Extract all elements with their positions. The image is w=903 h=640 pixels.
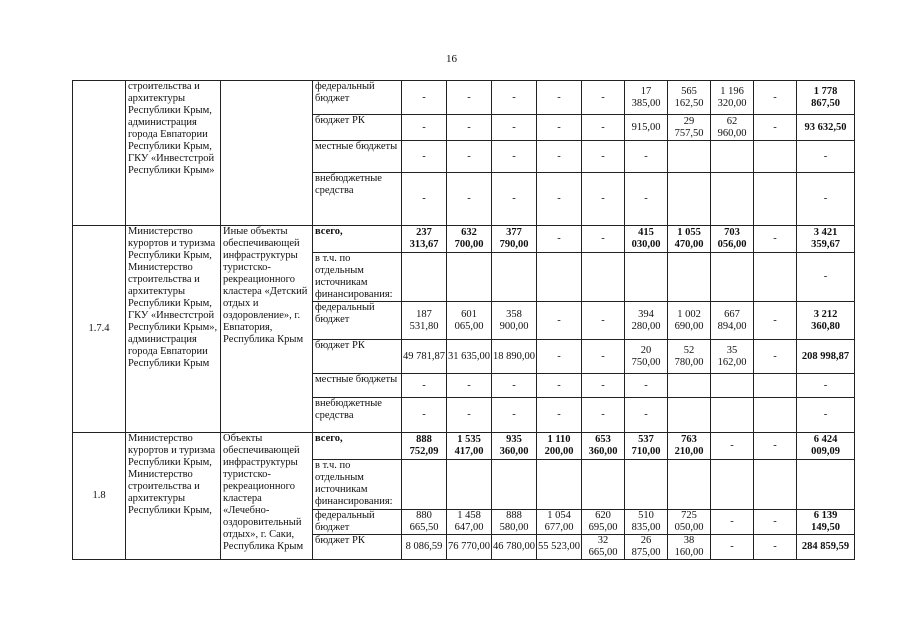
table-cell: - bbox=[582, 226, 625, 253]
table-cell: 1 110 200,00 bbox=[537, 433, 582, 460]
table-cell: - bbox=[711, 510, 754, 535]
table-cell: - bbox=[582, 115, 625, 141]
table-cell: 32 665,00 bbox=[582, 535, 625, 560]
table-cell: Министерство курортов и туризма Республики Крым, Министерство строительства и архитектуры Республики Крым, ГКУ «Инвестстрой Республики Крым», администрация города Евпатории Республики Крым bbox=[126, 226, 221, 433]
table-cell: местные бюджеты bbox=[313, 374, 402, 398]
table-cell: - bbox=[797, 398, 855, 433]
table-cell: 31 635,00 bbox=[447, 340, 492, 374]
table-cell: 46 780,00 bbox=[492, 535, 537, 560]
table-cell: федеральный бюджет bbox=[313, 81, 402, 115]
table-cell: 915,00 bbox=[625, 115, 668, 141]
table-cell: 1.7.4 bbox=[73, 226, 126, 433]
table-cell: - bbox=[582, 398, 625, 433]
table-cell: 1 002 690,00 bbox=[668, 302, 711, 340]
table-cell: 880 665,50 bbox=[402, 510, 447, 535]
table-cell bbox=[582, 460, 625, 510]
table-cell: 620 695,00 bbox=[582, 510, 625, 535]
table-cell: - bbox=[537, 374, 582, 398]
table-cell: - bbox=[537, 173, 582, 226]
table-cell bbox=[754, 374, 797, 398]
table-cell: строительства и архитектуры Республики Крым, администрация города Евпатории Республики Крым, ГКУ «Инвестстрой Республики Крым» bbox=[126, 81, 221, 226]
table-cell: - bbox=[402, 81, 447, 115]
table-cell: - bbox=[402, 374, 447, 398]
table-cell: - bbox=[492, 81, 537, 115]
table-cell: Объекты обеспечивающей инфраструктуры туристско-рекреационного кластера «Лечебно-оздоровительный отдых», г. Саки, Республика Крым bbox=[221, 433, 313, 560]
table-cell: - bbox=[537, 81, 582, 115]
table-cell bbox=[73, 81, 126, 226]
table-cell: всего, bbox=[313, 226, 402, 253]
table-cell: 565 162,50 bbox=[668, 81, 711, 115]
table-cell: 632 700,00 bbox=[447, 226, 492, 253]
table-cell bbox=[711, 398, 754, 433]
table-cell bbox=[711, 253, 754, 302]
table-cell: 1 458 647,00 bbox=[447, 510, 492, 535]
table-cell: 208 998,87 bbox=[797, 340, 855, 374]
table-cell: 8 086,59 bbox=[402, 535, 447, 560]
table-cell: 20 750,00 bbox=[625, 340, 668, 374]
table-cell: - bbox=[447, 398, 492, 433]
table-cell: - bbox=[711, 535, 754, 560]
table-cell: - bbox=[402, 173, 447, 226]
table-cell: - bbox=[447, 141, 492, 173]
table-cell: - bbox=[447, 115, 492, 141]
table-cell: всего, bbox=[313, 433, 402, 460]
table-cell: 1 054 677,00 bbox=[537, 510, 582, 535]
table-cell: - bbox=[537, 340, 582, 374]
table-cell bbox=[668, 460, 711, 510]
table-row bbox=[73, 433, 855, 460]
table-cell: - bbox=[797, 141, 855, 173]
table-cell bbox=[754, 173, 797, 226]
table-cell bbox=[447, 253, 492, 302]
table-cell bbox=[447, 460, 492, 510]
table-cell: - bbox=[797, 173, 855, 226]
table-cell: - bbox=[582, 141, 625, 173]
table-cell: - bbox=[754, 302, 797, 340]
table-cell: - bbox=[625, 374, 668, 398]
table-cell: - bbox=[492, 173, 537, 226]
table-cell bbox=[221, 81, 313, 226]
table-cell: - bbox=[447, 81, 492, 115]
table-cell: - bbox=[537, 226, 582, 253]
table-cell bbox=[582, 253, 625, 302]
table-cell: 377 790,00 bbox=[492, 226, 537, 253]
table-cell: - bbox=[625, 173, 668, 226]
table-cell bbox=[711, 173, 754, 226]
table-cell: 6 424 009,09 bbox=[797, 433, 855, 460]
table-cell: - bbox=[447, 374, 492, 398]
table-cell: 3 421 359,67 bbox=[797, 226, 855, 253]
table-cell bbox=[625, 460, 668, 510]
funding-table bbox=[72, 80, 855, 560]
table-cell bbox=[711, 374, 754, 398]
table-cell: 18 890,00 bbox=[492, 340, 537, 374]
table-cell: 1 055 470,00 bbox=[668, 226, 711, 253]
table-cell: 1 535 417,00 bbox=[447, 433, 492, 460]
table-cell: - bbox=[492, 398, 537, 433]
table-cell: - bbox=[711, 433, 754, 460]
table-cell: - bbox=[537, 302, 582, 340]
table-cell: 888 752,09 bbox=[402, 433, 447, 460]
table-cell: 763 210,00 bbox=[668, 433, 711, 460]
table-cell: - bbox=[402, 141, 447, 173]
table-cell bbox=[754, 141, 797, 173]
table-cell bbox=[625, 253, 668, 302]
table-cell bbox=[668, 398, 711, 433]
table-cell: - bbox=[797, 253, 855, 302]
table-cell: - bbox=[582, 173, 625, 226]
table-cell: 653 360,00 bbox=[582, 433, 625, 460]
table-cell: - bbox=[754, 433, 797, 460]
table-cell: федеральный бюджет bbox=[313, 510, 402, 535]
table-cell: 1.8 bbox=[73, 433, 126, 560]
table-cell: 415 030,00 bbox=[625, 226, 668, 253]
table-cell bbox=[668, 374, 711, 398]
table-cell: бюджет РК bbox=[313, 535, 402, 560]
table-cell bbox=[754, 253, 797, 302]
table-cell: внебюджетные средства bbox=[313, 173, 402, 226]
table-cell: 237 313,67 bbox=[402, 226, 447, 253]
table-cell: - bbox=[754, 226, 797, 253]
table-cell bbox=[402, 460, 447, 510]
table-cell: 667 894,00 bbox=[711, 302, 754, 340]
table-cell: 3 212 360,80 bbox=[797, 302, 855, 340]
table-row bbox=[73, 81, 855, 115]
table-cell: - bbox=[754, 81, 797, 115]
table-cell: 55 523,00 bbox=[537, 535, 582, 560]
table-cell bbox=[754, 398, 797, 433]
table-cell: 725 050,00 bbox=[668, 510, 711, 535]
table-cell: 62 960,00 bbox=[711, 115, 754, 141]
table-cell: 38 160,00 bbox=[668, 535, 711, 560]
table-cell: 187 531,80 bbox=[402, 302, 447, 340]
table-cell: - bbox=[402, 398, 447, 433]
table-cell: 601 065,00 bbox=[447, 302, 492, 340]
table-cell: 358 900,00 bbox=[492, 302, 537, 340]
table-cell: Министерство курортов и туризма Республики Крым, Министерство строительства и архитектуры Республики Крым, bbox=[126, 433, 221, 560]
table-cell: - bbox=[754, 535, 797, 560]
table-cell: - bbox=[402, 115, 447, 141]
table-cell bbox=[537, 460, 582, 510]
table-cell bbox=[668, 173, 711, 226]
table-cell: - bbox=[582, 374, 625, 398]
table-cell: бюджет РК bbox=[313, 115, 402, 141]
table-cell: - bbox=[492, 141, 537, 173]
table-cell bbox=[492, 253, 537, 302]
table-cell bbox=[668, 141, 711, 173]
table-cell bbox=[668, 253, 711, 302]
table-cell: 510 835,00 bbox=[625, 510, 668, 535]
table-cell: - bbox=[582, 81, 625, 115]
table-cell: 537 710,00 bbox=[625, 433, 668, 460]
table-cell: 52 780,00 bbox=[668, 340, 711, 374]
table-cell: 26 875,00 bbox=[625, 535, 668, 560]
table-cell: 35 162,00 bbox=[711, 340, 754, 374]
table-cell bbox=[711, 141, 754, 173]
table-body bbox=[73, 81, 855, 560]
table-cell bbox=[797, 460, 855, 510]
table-cell bbox=[754, 460, 797, 510]
table-cell: - bbox=[537, 141, 582, 173]
table-cell: - bbox=[754, 340, 797, 374]
table-cell: федеральный бюджет bbox=[313, 302, 402, 340]
table-cell: - bbox=[754, 510, 797, 535]
table-cell: - bbox=[537, 398, 582, 433]
table-cell: - bbox=[582, 302, 625, 340]
table-cell: 284 859,59 bbox=[797, 535, 855, 560]
table-cell: - bbox=[492, 374, 537, 398]
table-cell: местные бюджеты bbox=[313, 141, 402, 173]
table-cell: 888 580,00 bbox=[492, 510, 537, 535]
table-cell: 394 280,00 bbox=[625, 302, 668, 340]
table-cell: 1 778 867,50 bbox=[797, 81, 855, 115]
table-cell: - bbox=[797, 374, 855, 398]
table-row bbox=[73, 226, 855, 253]
table-cell bbox=[402, 253, 447, 302]
table-cell: - bbox=[492, 115, 537, 141]
table-cell: 6 139 149,50 bbox=[797, 510, 855, 535]
table-cell: 49 781,87 bbox=[402, 340, 447, 374]
table-cell: - bbox=[582, 340, 625, 374]
table-cell: 935 360,00 bbox=[492, 433, 537, 460]
table-cell: - bbox=[625, 398, 668, 433]
table-cell: в т.ч. по отдельным источникам финансирования: bbox=[313, 460, 402, 510]
table-cell bbox=[711, 460, 754, 510]
table-cell: внебюджетные средства bbox=[313, 398, 402, 433]
table-cell: 76 770,00 bbox=[447, 535, 492, 560]
table-cell bbox=[537, 253, 582, 302]
page-number: 16 bbox=[446, 53, 457, 65]
table-cell: - bbox=[754, 115, 797, 141]
table-cell: 17 385,00 bbox=[625, 81, 668, 115]
table-cell: 93 632,50 bbox=[797, 115, 855, 141]
table-cell: Иные объекты обеспечивающей инфраструктуры туристско-рекреационного кластера «Детский отдых и оздоровление», г. Евпатория, Республика Крым bbox=[221, 226, 313, 433]
table-cell: - bbox=[625, 141, 668, 173]
table-cell: - bbox=[537, 115, 582, 141]
table-cell: 703 056,00 bbox=[711, 226, 754, 253]
table-cell: бюджет РК bbox=[313, 340, 402, 374]
table-cell: в т.ч. по отдельным источникам финансирования: bbox=[313, 253, 402, 302]
table-cell: 1 196 320,00 bbox=[711, 81, 754, 115]
table-cell: 29 757,50 bbox=[668, 115, 711, 141]
table-cell bbox=[492, 460, 537, 510]
table-cell: - bbox=[447, 173, 492, 226]
